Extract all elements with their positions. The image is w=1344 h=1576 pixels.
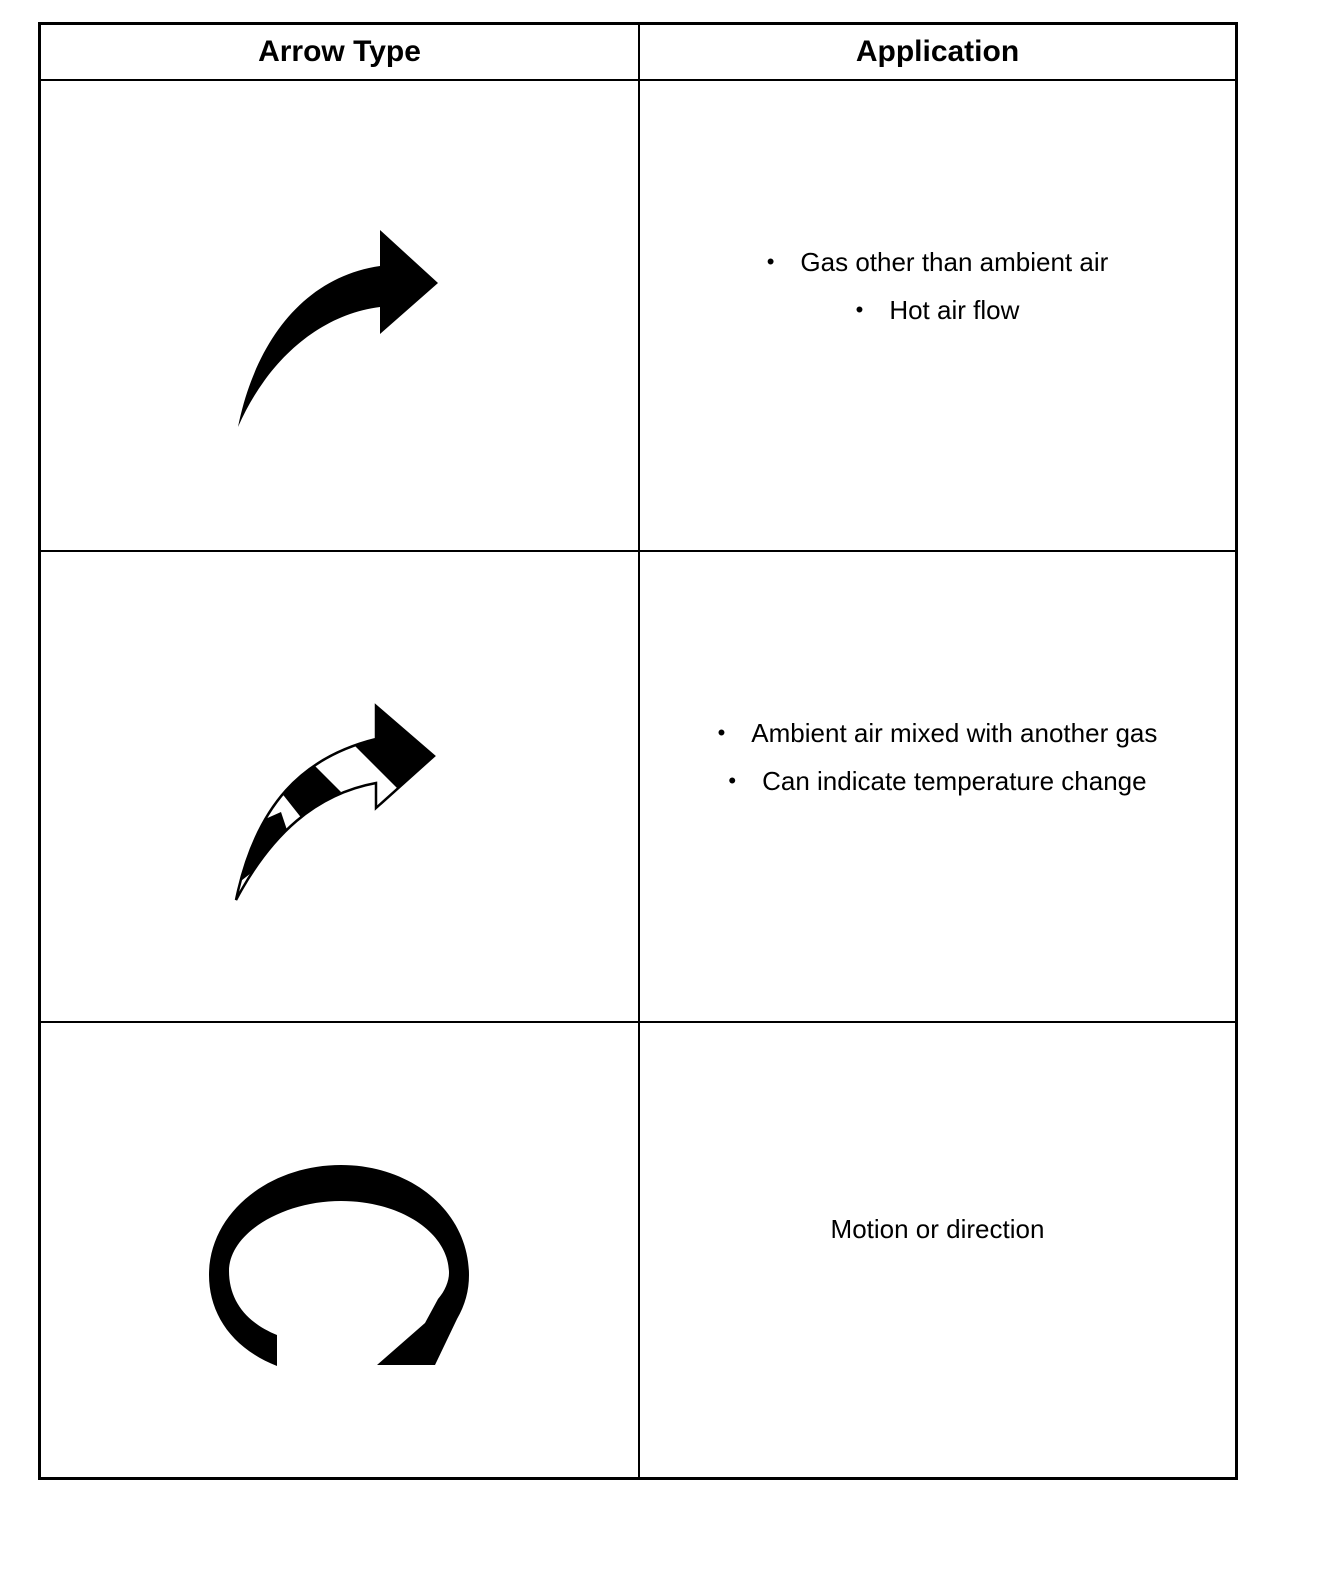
header-application: Application — [855, 35, 1020, 68]
solid-curved-arrow-icon — [41, 81, 638, 550]
arrow-type-cell — [41, 1023, 638, 1480]
application-text: Hot air flow — [889, 294, 1020, 325]
list-item — [767, 295, 1109, 326]
arrow-legend-table — [38, 22, 1238, 1480]
application-text: Motion or direction — [830, 1214, 1045, 1244]
bullet-icon: • — [855, 296, 864, 322]
application-cell — [640, 81, 1235, 550]
list-item — [718, 718, 1158, 749]
application-cell — [640, 552, 1235, 1021]
application-text: Ambient air mixed with another gas — [751, 717, 1158, 748]
application-list — [718, 718, 1158, 814]
list-item — [718, 766, 1158, 797]
arrow-type-cell — [41, 552, 638, 1021]
application-list — [767, 247, 1109, 343]
header-arrow-type: Arrow Type — [258, 35, 421, 68]
bullet-icon: • — [766, 248, 775, 274]
application-text: Gas other than ambient air — [800, 246, 1109, 277]
bullet-icon: • — [717, 719, 726, 745]
circular-arrow-icon — [41, 1023, 638, 1480]
arrow-type-cell — [41, 81, 638, 550]
application-cell — [640, 1023, 1235, 1480]
striped-curved-arrow-icon — [41, 552, 638, 1021]
bullet-icon: • — [728, 767, 737, 793]
application-text: Can indicate temperature change — [762, 765, 1147, 796]
list-item — [767, 247, 1109, 278]
